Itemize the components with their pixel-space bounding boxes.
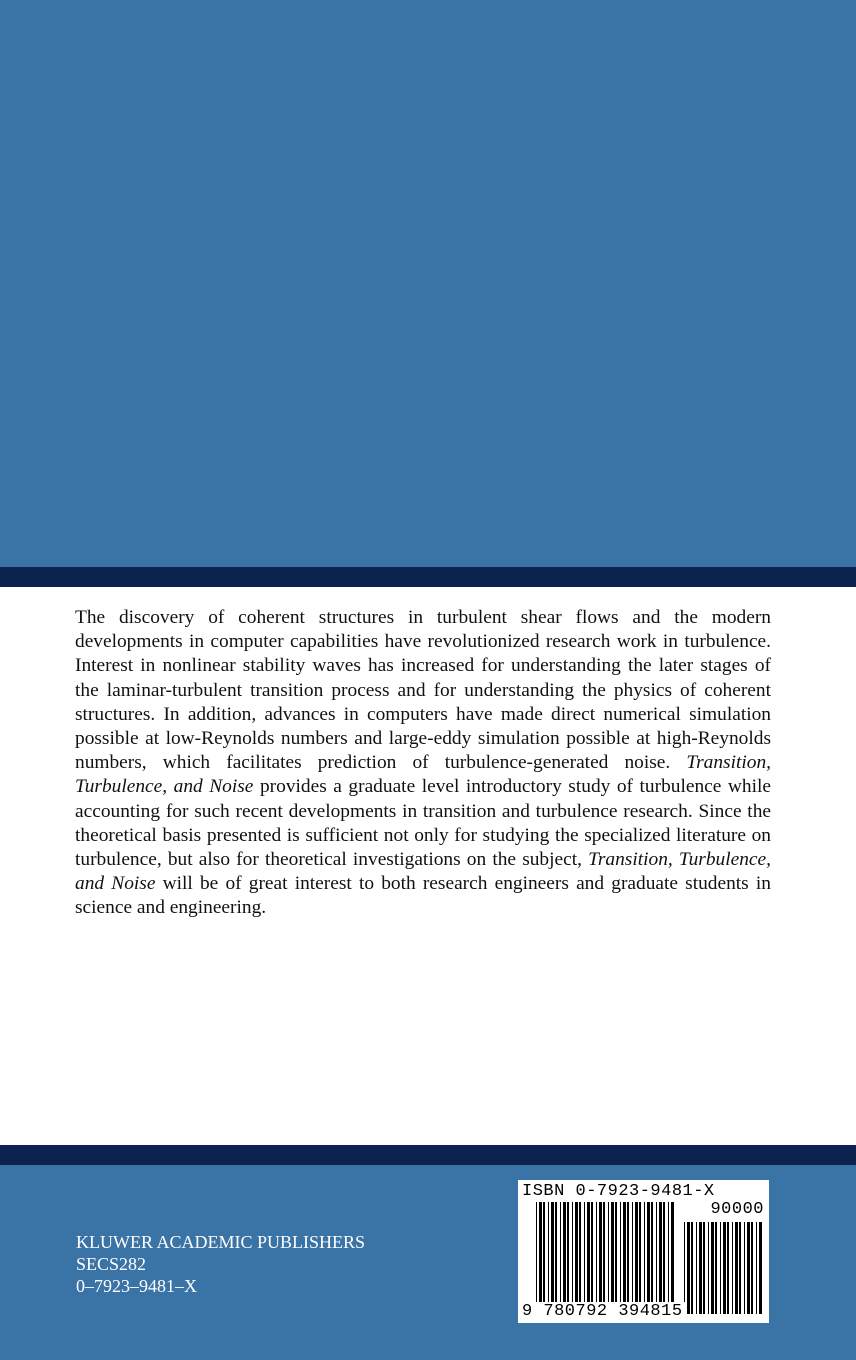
barcode-bar [756,1222,757,1314]
barcode-bar [723,1222,726,1314]
barcode-bar [596,1202,597,1314]
barcode-bar [668,1202,669,1314]
barcode-bar [644,1202,645,1314]
barcode-bar [708,1222,709,1314]
barcode-bar [727,1222,729,1314]
barcode-bar [647,1202,650,1314]
barcode-bar [744,1222,745,1314]
barcode-bar [548,1202,549,1314]
description-part-1: The discovery of coherent structures in turbulent shear flows and the modern developments in computer capabilities have revolutionized research work in turbulence. Interest in nonlinear stability waves has increased for understanding the later stages of the laminar-turbulent transition process and for understanding the physics of coherent structures. In addition, advances in computers have made direct numerical simulation possible at low-Reynolds numbers and large-eddy simulation possible at high-Reynolds numbers, which facilitates prediction of turbulence-generated noise. [75,607,771,774]
barcode-bar [759,1222,762,1314]
barcode-bar [635,1202,638,1314]
barcode-price-code: 90000 [710,1200,764,1219]
barcode-bar [715,1222,717,1314]
barcode-bar [599,1202,602,1314]
barcode-bar [575,1202,578,1314]
series-code: SECS282 [76,1254,147,1274]
barcode-bar [703,1222,705,1314]
publisher-info [76,1231,365,1297]
barcode-label [518,1180,769,1323]
barcode-bar [584,1202,585,1314]
barcode-bar [551,1202,554,1314]
barcode-bar [691,1222,693,1314]
barcode-bar [615,1202,617,1314]
book-description [75,606,771,921]
divider-band-top [0,567,856,587]
barcode-bar [639,1202,641,1314]
barcode-bar [720,1222,721,1314]
barcode-bar [732,1222,733,1314]
barcode-bar [735,1222,738,1314]
barcode-bar [651,1202,653,1314]
barcode-bar [663,1202,665,1314]
barcode-bar [739,1222,741,1314]
barcode-bar [656,1202,657,1314]
barcode-bar [587,1202,590,1314]
barcode-bar [632,1202,633,1314]
barcode-bar [659,1202,662,1314]
barcode-bar [563,1202,566,1314]
barcode-bar [536,1202,537,1314]
barcode-bar [623,1202,626,1314]
barcode-bar [711,1222,714,1314]
barcode-bar [572,1202,573,1314]
barcode-ean-digits: 9 780792 394815 [522,1302,683,1321]
publisher-isbn: 0–7923–9481–X [76,1276,197,1296]
barcode-bar [591,1202,593,1314]
barcode-isbn-text: ISBN 0-7923-9481-X [522,1182,715,1201]
divider-band-bottom [0,1145,856,1165]
barcode-bar [539,1202,542,1314]
barcode-bar [608,1202,609,1314]
barcode-bar [603,1202,605,1314]
barcode-bar [579,1202,581,1314]
cover-top-panel [0,0,856,567]
barcode-bar [611,1202,614,1314]
barcode-bar [696,1222,697,1314]
publisher-name: KLUWER ACADEMIC PUBLISHERS [76,1232,366,1252]
barcode-bar [747,1222,750,1314]
barcode-bar [543,1202,545,1314]
barcode-bar [671,1202,674,1314]
description-title-1: Transition, Turbulence, and Noise [75,752,771,798]
barcode-bar [627,1202,629,1314]
barcode-bar [555,1202,557,1314]
barcode-bar [567,1202,569,1314]
barcode-bar [687,1222,690,1314]
description-title-2: Transition, Turbulence, and Noise [75,849,771,895]
barcode-bar [751,1222,753,1314]
description-part-2: provides a graduate level introductory study of turbulence while accounting for such recent developments in transition and turbulence research. Since the theoretical basis presented is sufficient not only for studying the specialized literature on turbulence, but also for theoretical investigations on the subject, [75,776,771,871]
barcode-bar [699,1222,702,1314]
description-part-3: will be of great interest to both research engineers and graduate students in science and engineering. [75,873,771,919]
barcode-bar [684,1222,685,1314]
barcode-bar [620,1202,621,1314]
barcode-bar [560,1202,561,1314]
